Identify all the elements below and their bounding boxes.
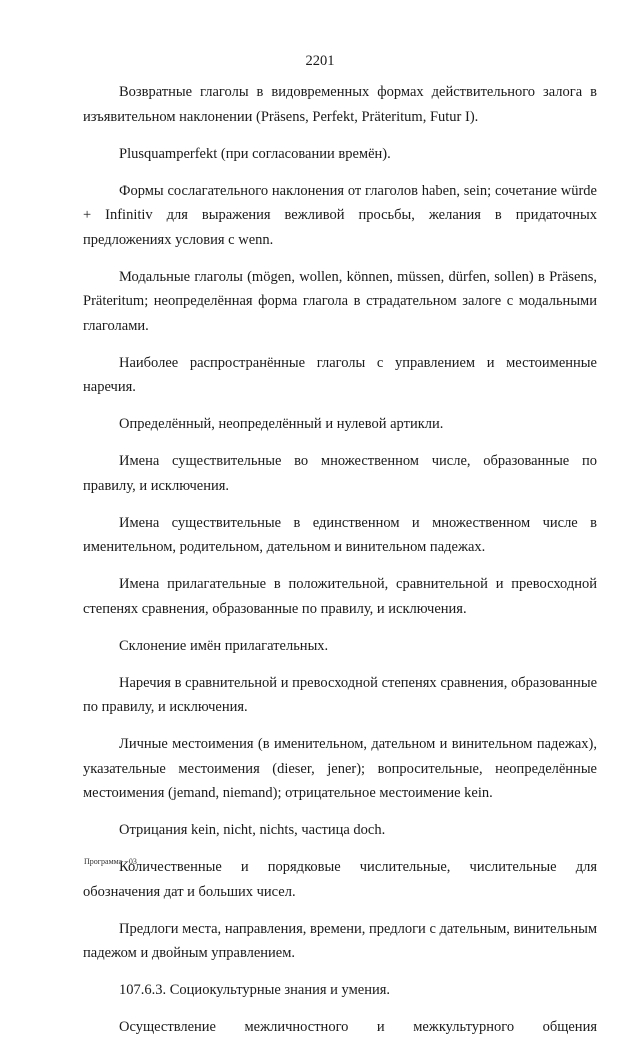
paragraph: Предлоги места, направления, времени, предлоги с дательным, винительным падежом и двойным управлением. [83,920,597,961]
paragraph: Plusquamperfekt (при согласовании времён). [119,145,391,162]
paragraph: Количественные и порядковые числительные, числительные для обозначения дат и больших чисел. [83,859,597,900]
paragraph: Имена прилагательные в положительной, сравнительной и превосходной степенях сравнения, образованные по правилу, и исключения. [83,576,597,617]
paragraph: Формы сослагательного наклонения от глаголов haben, sein; сочетание würde + Infinitiv для выражения вежливой просьбы, желания в придаточных предложениях условия с wenn. [83,182,597,248]
page-number: 2201 [305,53,335,69]
paragraph: Имена существительные во множественном числе, образованные по правилу, и исключения. [83,453,597,494]
paragraph: Склонение имён прилагательных. [119,637,329,654]
paragraph: Имена существительные в единственном и множественном числе в именительном, родительном, дательном и винительном падежах. [83,514,597,555]
section-heading: 107.6.3. Социокультурные знания и умения. [119,982,391,998]
paragraph: Личные местоимения (в именительном, дательном и винительном падежах), указательные местоимения (dieser, jener); вопросительные, неопределённые местоимения (jemand, niemand); отрицательное местоимение kein. [83,736,597,801]
paragraph: Возвратные глаголы в видовременных формах действительного залога в изъявительном наклонении (Präsens, Perfekt, Präteritum, Futur I). [83,84,597,125]
paragraph: Наиболее распространённые глаголы с управлением и местоименные наречия. [83,354,597,395]
paragraph: Определённый, неопределённый и нулевой артикли. [119,416,444,432]
paragraph: Отрицания kein, nicht, nichts, частица doch. [119,822,386,838]
paragraph: Модальные глаголы (mögen, wollen, können, müssen, dürfen, sollen) в Präsens, Präteritum; неопределённая форма глагола в страдательном залоге с модальными глаголами. [83,268,597,334]
paragraph: Осуществление межличностного и межкультурного общения [119,1019,597,1035]
footer-note: Программа - 03 [84,857,137,866]
document-body [83,80,597,1052]
paragraph: Наречия в сравнительной и превосходной степенях сравнения, образованные по правилу, и исключения. [83,674,597,715]
